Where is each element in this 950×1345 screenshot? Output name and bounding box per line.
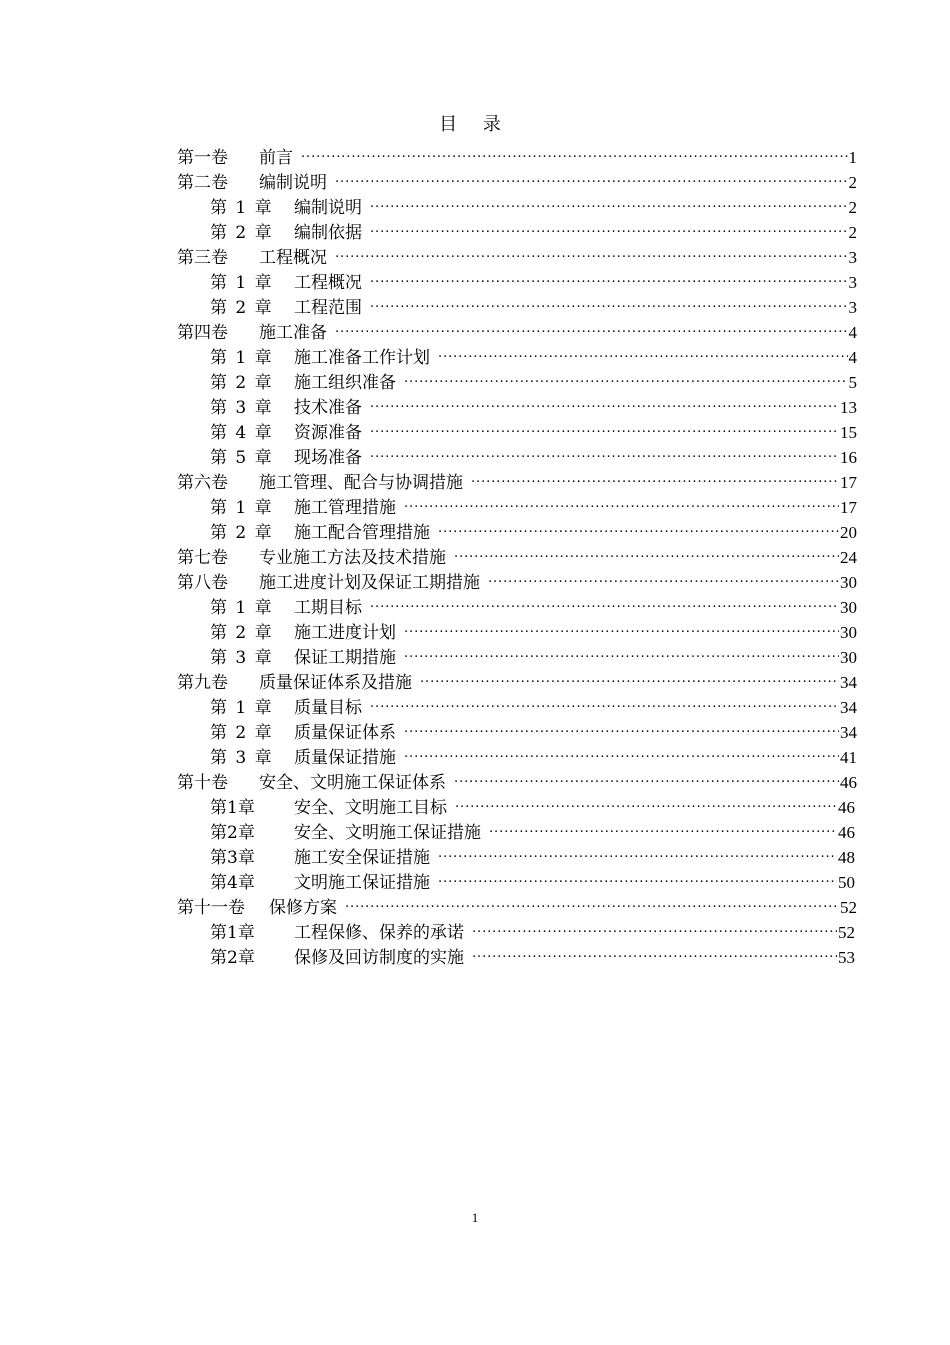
toc-entry-volume <box>177 563 857 593</box>
entry-title: 文明施工保证措施 <box>294 873 430 893</box>
entry-page-number: 30 <box>840 623 857 642</box>
entry-page-number: 48 <box>838 848 855 867</box>
dot-leader <box>335 313 848 338</box>
toc-entry-volume <box>177 238 857 268</box>
toc-entry-chapter <box>210 588 857 618</box>
entry-label: 第 5 章 <box>210 448 272 468</box>
dot-leader <box>404 638 839 663</box>
dot-leader <box>370 263 848 288</box>
entry-title: 质量保证体系及措施 <box>259 673 412 693</box>
dot-leader <box>301 138 848 163</box>
dot-leader <box>404 713 839 738</box>
entry-label: 第 1 章 <box>210 698 272 718</box>
entry-label: 第 2 章 <box>210 623 272 643</box>
dot-leader <box>454 538 839 563</box>
entry-title: 施工进度计划及保证工期措施 <box>259 573 480 593</box>
toc-entry-chapter <box>210 738 857 768</box>
entry-title: 施工进度计划 <box>294 623 396 643</box>
entry-title: 现场准备 <box>294 448 362 468</box>
entry-title: 编制依据 <box>294 223 362 243</box>
toc-entry-chapter <box>210 788 855 818</box>
toc-entry-chapter <box>210 338 857 368</box>
dot-leader <box>370 588 839 613</box>
dot-leader <box>404 363 848 388</box>
toc-entry-chapter <box>210 488 857 518</box>
entry-label: 第 3 章 <box>210 648 272 668</box>
entry-page-number: 34 <box>840 723 857 742</box>
entry-title: 工程范围 <box>294 298 362 318</box>
toc-entry-chapter <box>210 813 855 843</box>
entry-label: 第1章 <box>210 798 255 818</box>
toc-entry-volume <box>177 888 857 918</box>
entry-label: 第二卷 <box>177 173 228 193</box>
entry-title: 工程概况 <box>259 248 327 268</box>
entry-label: 第四卷 <box>177 323 228 343</box>
toc-entry-chapter <box>210 688 857 718</box>
toc-entry-chapter <box>210 613 857 643</box>
entry-title: 编制说明 <box>294 198 362 218</box>
entry-title: 专业施工方法及技术措施 <box>259 548 446 568</box>
toc-entry-chapter <box>210 438 857 468</box>
dot-leader <box>370 213 848 238</box>
entry-label: 第4章 <box>210 873 255 893</box>
toc-entry-chapter <box>210 263 857 293</box>
entry-title: 工程保修、保养的承诺 <box>294 923 464 943</box>
entry-title: 工期目标 <box>294 598 362 618</box>
entry-label: 第一卷 <box>177 148 228 168</box>
dot-leader <box>472 913 837 938</box>
entry-page-number: 2 <box>848 223 857 242</box>
dot-leader <box>438 863 837 888</box>
dot-leader <box>489 813 837 838</box>
toc-entry-chapter <box>210 288 857 318</box>
entry-page-number: 30 <box>840 648 857 667</box>
entry-label: 第 2 章 <box>210 723 272 743</box>
entry-title: 安全、文明施工保证措施 <box>294 823 481 843</box>
entry-label: 第十一卷 <box>177 898 245 918</box>
entry-page-number: 1 <box>848 148 857 167</box>
entry-page-number: 30 <box>840 598 857 617</box>
entry-title: 资源准备 <box>294 423 362 443</box>
entry-label: 第八卷 <box>177 573 228 593</box>
entry-label: 第三卷 <box>177 248 228 268</box>
entry-page-number: 30 <box>840 573 857 592</box>
dot-leader <box>370 188 848 213</box>
dot-leader <box>370 413 839 438</box>
entry-page-number: 46 <box>840 773 857 792</box>
dot-leader <box>370 688 839 713</box>
toc-entry-volume <box>177 663 857 693</box>
entry-page-number: 34 <box>840 673 857 692</box>
toc-entry-chapter <box>210 513 857 543</box>
entry-label: 第十卷 <box>177 773 228 793</box>
entry-label: 第七卷 <box>177 548 228 568</box>
entry-page-number: 3 <box>848 248 857 267</box>
dot-leader <box>370 388 839 413</box>
entry-page-number: 4 <box>848 323 857 342</box>
entry-title: 保修方案 <box>269 898 337 918</box>
entry-page-number: 3 <box>848 273 857 292</box>
entry-title: 施工准备 <box>259 323 327 343</box>
entry-label: 第3章 <box>210 848 255 868</box>
toc-entry-chapter <box>210 838 855 868</box>
toc-entry-chapter <box>210 188 857 218</box>
entry-page-number: 17 <box>840 498 857 517</box>
entry-title: 安全、文明施工保证体系 <box>259 773 446 793</box>
dot-leader <box>404 738 839 763</box>
entry-title: 保证工期措施 <box>294 648 396 668</box>
entry-page-number: 52 <box>840 898 857 917</box>
entry-page-number: 15 <box>840 423 857 442</box>
entry-title: 施工配合管理措施 <box>294 523 430 543</box>
entry-page-number: 41 <box>840 748 857 767</box>
toc-entry-chapter <box>210 913 855 943</box>
entry-page-number: 52 <box>838 923 855 942</box>
entry-title: 技术准备 <box>294 398 362 418</box>
entry-page-number: 46 <box>838 798 855 817</box>
entry-label: 第2章 <box>210 948 255 968</box>
toc-entry-chapter <box>210 413 857 443</box>
entry-page-number: 13 <box>840 398 857 417</box>
entry-page-number: 4 <box>848 348 857 367</box>
entry-label: 第 1 章 <box>210 498 272 518</box>
dot-leader <box>471 463 839 488</box>
entry-page-number: 24 <box>840 548 857 567</box>
toc-entry-volume <box>177 138 857 168</box>
dot-leader <box>404 488 839 513</box>
entry-title: 前言 <box>259 148 293 168</box>
entry-title: 施工管理措施 <box>294 498 396 518</box>
entry-label: 第 4 章 <box>210 423 272 443</box>
toc-entry-volume <box>177 538 857 568</box>
toc-entry-chapter <box>210 363 857 393</box>
entry-label: 第2章 <box>210 823 255 843</box>
entry-title: 施工管理、配合与协调措施 <box>259 473 463 493</box>
dot-leader <box>370 438 839 463</box>
entry-title: 安全、文明施工目标 <box>294 798 447 818</box>
entry-label: 第 1 章 <box>210 348 272 368</box>
entry-label: 第 2 章 <box>210 373 272 393</box>
entry-title: 质量目标 <box>294 698 362 718</box>
dot-leader <box>488 563 839 588</box>
toc-entry-chapter <box>210 213 857 243</box>
toc-entry-volume <box>177 463 857 493</box>
toc-entry-chapter <box>210 713 857 743</box>
entry-title: 编制说明 <box>259 173 327 193</box>
toc-entry-chapter <box>210 863 855 893</box>
toc-entry-volume <box>177 163 857 193</box>
entry-label: 第 1 章 <box>210 198 272 218</box>
dot-leader <box>345 888 839 913</box>
dot-leader <box>438 338 848 363</box>
entry-label: 第 1 章 <box>210 598 272 618</box>
dot-leader <box>335 163 848 188</box>
entry-page-number: 34 <box>840 698 857 717</box>
dot-leader <box>438 513 839 538</box>
entry-title: 施工组织准备 <box>294 373 396 393</box>
entry-title: 施工准备工作计划 <box>294 348 430 368</box>
entry-label: 第 2 章 <box>210 523 272 543</box>
dot-leader <box>420 663 839 688</box>
entry-label: 第1章 <box>210 923 255 943</box>
entry-title: 质量保证措施 <box>294 748 396 768</box>
toc-title: 目 录 <box>439 114 511 135</box>
entry-label: 第九卷 <box>177 673 228 693</box>
entry-label: 第 1 章 <box>210 273 272 293</box>
entry-title: 工程概况 <box>294 273 362 293</box>
entry-page-number: 50 <box>838 873 855 892</box>
dot-leader <box>404 613 839 638</box>
dot-leader <box>335 238 848 263</box>
toc-entry-volume <box>177 763 857 793</box>
entry-label: 第 2 章 <box>210 298 272 318</box>
entry-label: 第 3 章 <box>210 748 272 768</box>
entry-label: 第六卷 <box>177 473 228 493</box>
entry-page-number: 20 <box>840 523 857 542</box>
entry-page-number: 53 <box>838 948 855 967</box>
entry-page-number: 17 <box>840 473 857 492</box>
dot-leader <box>438 838 837 863</box>
entry-page-number: 5 <box>848 373 857 392</box>
entry-page-number: 16 <box>840 448 857 467</box>
toc-entry-volume <box>177 313 857 343</box>
toc-entry-chapter <box>210 388 857 418</box>
entry-title: 施工安全保证措施 <box>294 848 430 868</box>
dot-leader <box>454 763 839 788</box>
entry-title: 保修及回访制度的实施 <box>294 948 464 968</box>
entry-label: 第 3 章 <box>210 398 272 418</box>
entry-page-number: 2 <box>848 198 857 217</box>
entry-label: 第 2 章 <box>210 223 272 243</box>
entry-title: 质量保证体系 <box>294 723 396 743</box>
footer-page-number: 1 <box>471 1210 479 1225</box>
dot-leader <box>370 288 848 313</box>
entry-page-number: 46 <box>838 823 855 842</box>
entry-page-number: 3 <box>848 298 857 317</box>
toc-entry-chapter <box>210 938 855 968</box>
entry-page-number: 2 <box>848 173 857 192</box>
dot-leader <box>455 788 837 813</box>
toc-entry-chapter <box>210 638 857 668</box>
dot-leader <box>472 938 837 963</box>
